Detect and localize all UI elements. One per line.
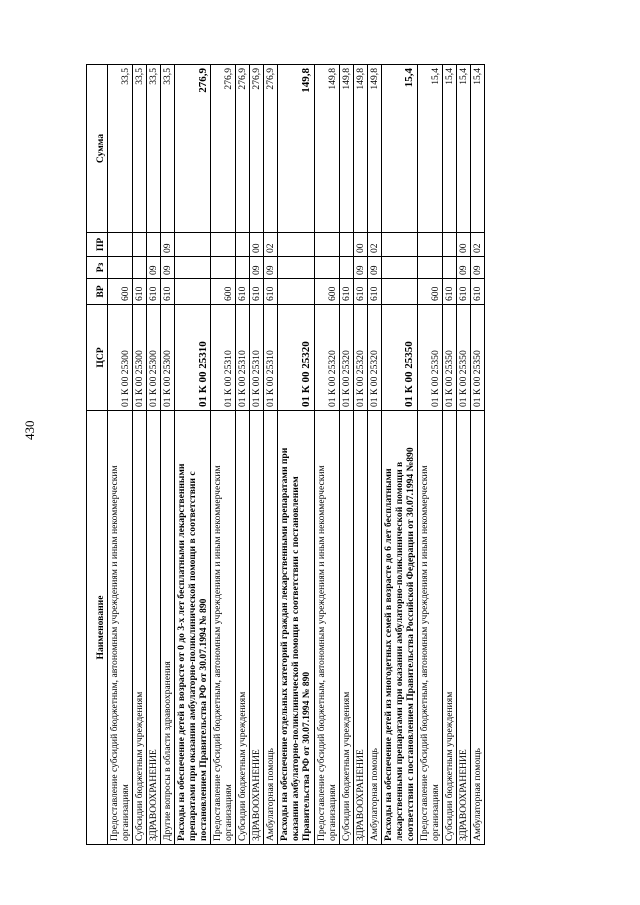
cell-pr: 02 <box>367 233 381 257</box>
rotated-table-container <box>86 65 626 845</box>
table-row <box>161 65 175 845</box>
table-row <box>147 65 161 845</box>
cell-name: ЗДРАВООХРАНЕНИЕ <box>250 411 264 845</box>
cell-sum: 149,8 <box>278 65 314 233</box>
cell-rz <box>314 257 339 279</box>
cell-csr: 01 К 00 25350 <box>470 305 484 411</box>
table-row <box>133 65 147 845</box>
table-row <box>236 65 250 845</box>
cell-pr: 00 <box>456 233 470 257</box>
cell-csr: 01 К 00 25320 <box>314 305 339 411</box>
cell-csr: 01 К 00 25300 <box>133 305 147 411</box>
cell-vr: 600 <box>314 279 339 305</box>
cell-name: Расходы на обеспечение отдельных категорий граждан лекарственными препаратами при оказании амбулаторно-поликлинической помощи в соответствии с постановлением Правительства РФ от 30.07.1994 № 890 <box>278 411 314 845</box>
cell-name: Субсидии бюджетным учреждениям <box>442 411 456 845</box>
cell-pr: 00 <box>250 233 264 257</box>
cell-csr: 01 К 00 25350 <box>417 305 442 411</box>
header-pr: ПР <box>87 233 108 257</box>
cell-pr <box>108 233 133 257</box>
cell-sum: 276,9 <box>236 65 250 233</box>
cell-rz <box>278 257 314 279</box>
cell-sum: 33,5 <box>147 65 161 233</box>
cell-name: Предоставление субсидий бюджетным, автономным учреждениям и иным некоммерческим организациям <box>314 411 339 845</box>
cell-name: ЗДРАВООХРАНЕНИЕ <box>147 411 161 845</box>
cell-rz <box>108 257 133 279</box>
cell-name: Амбулаторная помощь <box>367 411 381 845</box>
cell-pr <box>442 233 456 257</box>
table-row <box>175 65 211 845</box>
cell-vr: 610 <box>470 279 484 305</box>
cell-rz: 09 <box>161 257 175 279</box>
cell-csr: 01 К 00 25310 <box>211 305 236 411</box>
cell-name: Субсидии бюджетным учреждениям <box>236 411 250 845</box>
cell-sum: 276,9 <box>264 65 278 233</box>
cell-csr: 01 К 00 25300 <box>161 305 175 411</box>
cell-vr: 610 <box>250 279 264 305</box>
cell-name: Другие вопросы в области здравоохранения <box>161 411 175 845</box>
cell-sum: 33,5 <box>161 65 175 233</box>
cell-rz <box>339 257 353 279</box>
cell-vr <box>278 279 314 305</box>
cell-sum: 15,4 <box>417 65 442 233</box>
cell-sum: 276,9 <box>250 65 264 233</box>
table-row <box>456 65 470 845</box>
cell-pr <box>133 233 147 257</box>
cell-name: Амбулаторная помощь <box>264 411 278 845</box>
cell-sum: 149,8 <box>314 65 339 233</box>
header-sum: Сумма <box>87 65 108 233</box>
cell-pr: 09 <box>161 233 175 257</box>
cell-sum: 15,4 <box>456 65 470 233</box>
table-body <box>108 65 485 845</box>
cell-rz: 09 <box>250 257 264 279</box>
cell-rz <box>236 257 250 279</box>
cell-sum: 15,4 <box>381 65 417 233</box>
cell-name: ЗДРАВООХРАНЕНИЕ <box>456 411 470 845</box>
cell-pr: 00 <box>353 233 367 257</box>
table-header-row <box>87 65 108 845</box>
table-row <box>381 65 417 845</box>
cell-vr: 610 <box>442 279 456 305</box>
table-row <box>278 65 314 845</box>
cell-rz <box>133 257 147 279</box>
cell-vr: 610 <box>147 279 161 305</box>
cell-csr: 01 К 00 25320 <box>278 305 314 411</box>
cell-sum: 15,4 <box>470 65 484 233</box>
cell-rz: 09 <box>470 257 484 279</box>
cell-vr: 600 <box>211 279 236 305</box>
table-row <box>367 65 381 845</box>
cell-rz: 09 <box>147 257 161 279</box>
cell-name: Субсидии бюджетным учреждениям <box>339 411 353 845</box>
cell-sum: 33,5 <box>133 65 147 233</box>
cell-sum: 276,9 <box>175 65 211 233</box>
table-row <box>264 65 278 845</box>
table-row <box>339 65 353 845</box>
cell-vr: 610 <box>353 279 367 305</box>
header-name: Наименование <box>87 411 108 845</box>
table-row <box>211 65 236 845</box>
cell-csr: 01 К 00 25310 <box>236 305 250 411</box>
cell-pr <box>147 233 161 257</box>
cell-csr: 01 К 00 25310 <box>264 305 278 411</box>
cell-name: Амбулаторная помощь <box>470 411 484 845</box>
cell-csr: 01 К 00 25300 <box>108 305 133 411</box>
cell-pr <box>236 233 250 257</box>
cell-name: Субсидии бюджетным учреждениям <box>133 411 147 845</box>
cell-rz <box>211 257 236 279</box>
cell-vr: 610 <box>133 279 147 305</box>
cell-vr: 610 <box>339 279 353 305</box>
cell-name: Предоставление субсидий бюджетным, автономным учреждениям и иным некоммерческим организациям <box>417 411 442 845</box>
cell-csr: 01 К 00 25320 <box>367 305 381 411</box>
table-row <box>250 65 264 845</box>
cell-pr: 02 <box>264 233 278 257</box>
budget-table <box>86 64 485 845</box>
cell-name: Предоставление субсидий бюджетным, автономным учреждениям и иным некоммерческим организациям <box>211 411 236 845</box>
cell-vr: 610 <box>161 279 175 305</box>
cell-vr <box>381 279 417 305</box>
cell-csr: 01 К 00 25350 <box>442 305 456 411</box>
cell-csr: 01 К 00 25310 <box>250 305 264 411</box>
cell-rz: 09 <box>353 257 367 279</box>
cell-pr <box>339 233 353 257</box>
cell-vr: 600 <box>108 279 133 305</box>
cell-name: Предоставление субсидий бюджетным, автономным учреждениям и иным некоммерческим организациям <box>108 411 133 845</box>
cell-rz: 09 <box>264 257 278 279</box>
table-row <box>470 65 484 845</box>
cell-csr: 01 К 00 25320 <box>339 305 353 411</box>
cell-rz <box>442 257 456 279</box>
cell-sum: 149,8 <box>339 65 353 233</box>
cell-rz <box>175 257 211 279</box>
cell-csr: 01 К 00 25350 <box>456 305 470 411</box>
table-row <box>314 65 339 845</box>
cell-vr: 610 <box>264 279 278 305</box>
cell-pr <box>175 233 211 257</box>
page-number: 430 <box>22 420 37 440</box>
header-rz: Рз <box>87 257 108 279</box>
cell-pr <box>211 233 236 257</box>
header-vr: ВР <box>87 279 108 305</box>
cell-rz <box>417 257 442 279</box>
cell-rz <box>381 257 417 279</box>
cell-name: Расходы на обеспечение детей из многодетных семей в возрасте до 6 лет бесплатными лекарственными препаратами при оказании амбулаторно-поликлинической помощи в соответствии с постановлением Правительства Российской Федерации от 30.07.1994 №890 <box>381 411 417 845</box>
cell-sum: 33,5 <box>108 65 133 233</box>
cell-vr: 610 <box>367 279 381 305</box>
table-row <box>353 65 367 845</box>
cell-sum: 149,8 <box>367 65 381 233</box>
cell-rz: 09 <box>456 257 470 279</box>
cell-csr: 01 К 00 25310 <box>175 305 211 411</box>
header-csr: ЦСР <box>87 305 108 411</box>
cell-name: ЗДРАВООХРАНЕНИЕ <box>353 411 367 845</box>
cell-name: Расходы на обеспечение детей в возрасте от 0 до 3-х лет бесплатными лекарственными препаратами при оказании амбулаторно-поликлинической помощи в соответствии с постановлением Правительства РФ от 30.07.1994 № 890 <box>175 411 211 845</box>
cell-sum: 15,4 <box>442 65 456 233</box>
cell-vr: 610 <box>236 279 250 305</box>
table-row <box>417 65 442 845</box>
cell-csr: 01 К 00 25320 <box>353 305 367 411</box>
cell-vr <box>175 279 211 305</box>
cell-pr <box>381 233 417 257</box>
cell-pr <box>314 233 339 257</box>
cell-sum: 149,8 <box>353 65 367 233</box>
table-row <box>442 65 456 845</box>
cell-csr: 01 К 00 25350 <box>381 305 417 411</box>
table-row <box>108 65 133 845</box>
cell-pr <box>417 233 442 257</box>
cell-sum: 276,9 <box>211 65 236 233</box>
cell-pr: 02 <box>470 233 484 257</box>
cell-pr <box>278 233 314 257</box>
cell-rz: 09 <box>367 257 381 279</box>
cell-csr: 01 К 00 25300 <box>147 305 161 411</box>
cell-vr: 610 <box>456 279 470 305</box>
cell-vr: 600 <box>417 279 442 305</box>
